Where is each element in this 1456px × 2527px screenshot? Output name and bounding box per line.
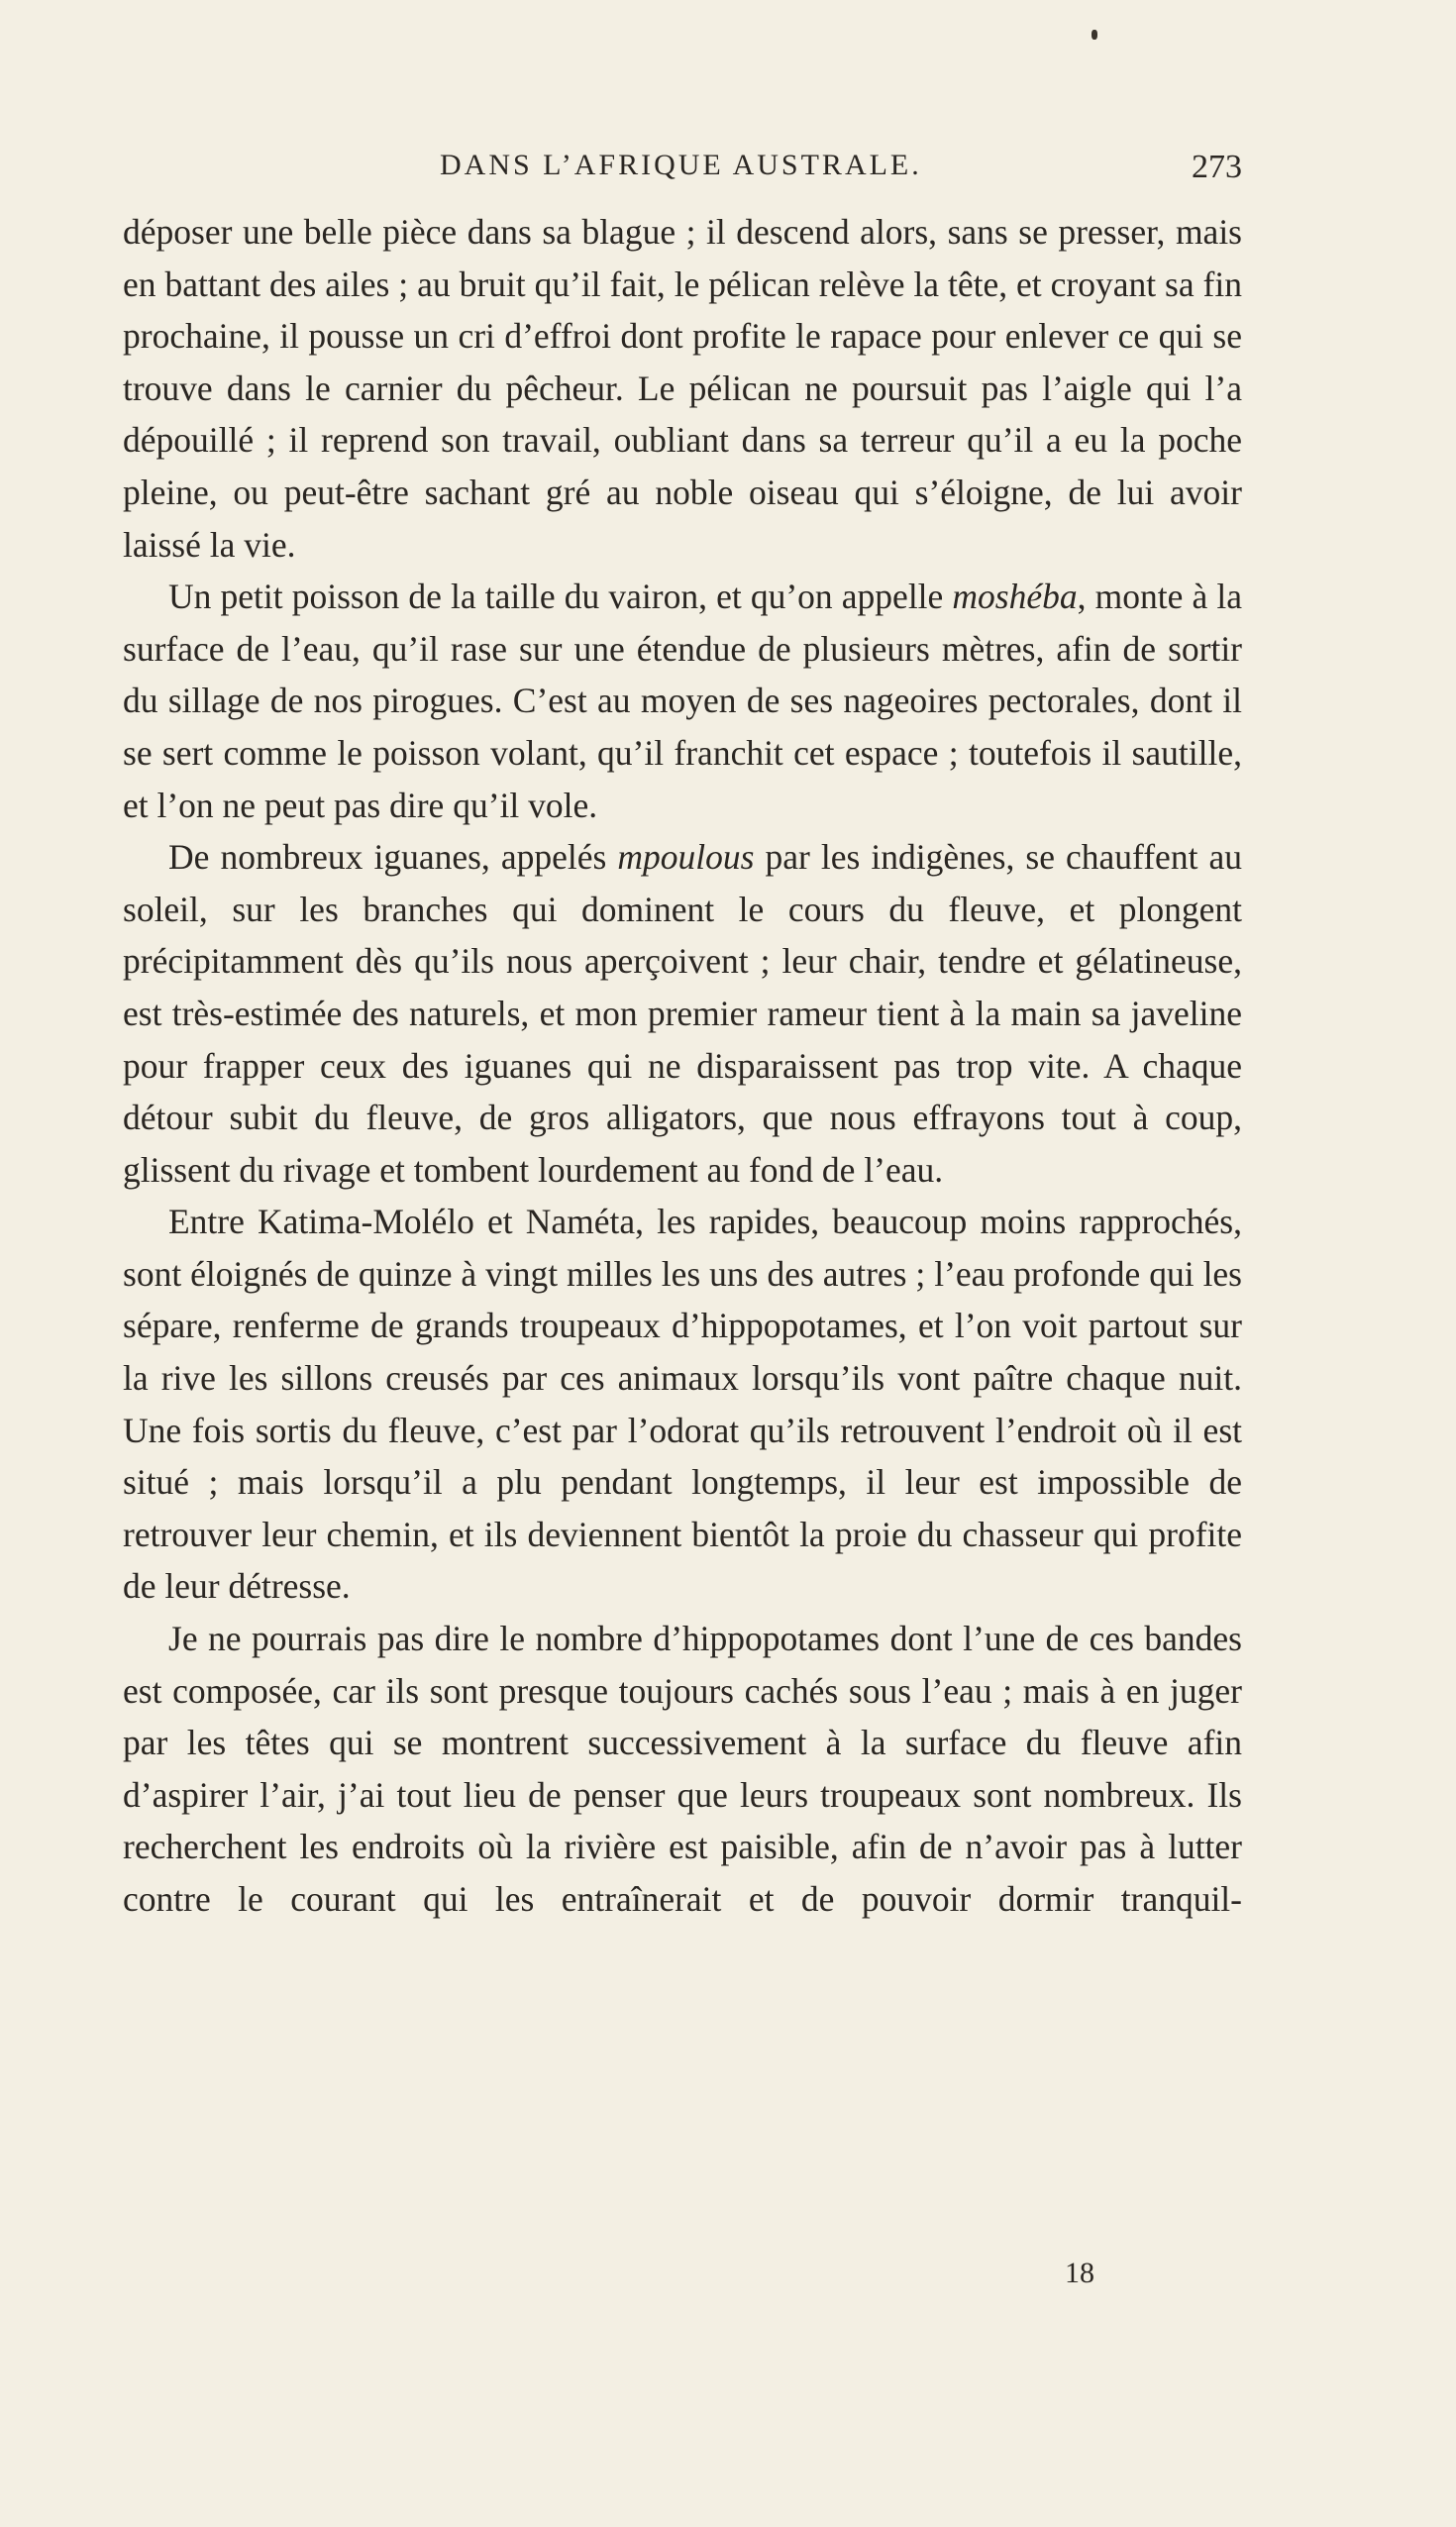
term-mosheba: moshéba <box>952 577 1078 617</box>
paragraph-2-text-a: Un petit poisson de la taille du vairon, et qu’on appelle <box>168 577 953 617</box>
paragraph-1 <box>123 206 1242 571</box>
running-header <box>123 149 1242 192</box>
paragraph-5-text: Je ne pourrais pas dire le nombre d’hippopotames dont l’une de ces bandes est composée, car ils sont presque toujours cachés sous l’eau ; mais à en juger par les têtes qui se montrent successivement à la surface du fleuve afin d’aspirer l’air, j’ai tout lieu de penser que leurs troupeaux sont nombreux. Ils recherchent les endroits où la rivière est paisible, afin de n’avoir pas à lutter contre le courant qui les entraînerait et de pouvoir dormir tranquil- <box>123 1619 1242 1919</box>
ink-speck <box>1092 30 1097 40</box>
signature-mark: 18 <box>1065 2257 1094 2289</box>
paragraph-3-text-a: De nombreux iguanes, appelés <box>168 837 618 878</box>
body-text <box>123 206 1242 1926</box>
term-mpoulous: mpoulous <box>617 837 755 878</box>
paragraph-4-text: Entre Katima-Molélo et Naméta, les rapides, beaucoup moins rapprochés, sont éloignés de quinze à vingt milles les uns des autres ; l’eau profonde qui les sépare, renferme de grands troupeaux d’hippopotames, et l’on voit partout sur la rive les sillons creusés par ces animaux lorsqu’ils vont paître chaque nuit. Une fois sortis du fleuve, c’est par l’odorat qu’ils retrouvent l’endroit où il est situé ; mais lorsqu’il a plu pendant longtemps, il leur est impossible de retrouver leur chemin, et ils deviennent bientôt la proie du chasseur qui profite de leur détresse. <box>123 1202 1242 1607</box>
running-title: DANS L’AFRIQUE AUSTRALE. <box>440 149 922 181</box>
paragraph-5 <box>123 1613 1242 1926</box>
paragraph-3-text-b: par les indigènes, se chauffent au soleil, sur les branches qui dominent le cours du fleuve, et plongent précipitamment dès qu’ils nous aperçoivent ; leur chair, tendre et gélatineuse, est très-estimée des naturels, et mon premier rameur tient à la main sa javeline pour frapper ceux des iguanes qui ne disparaissent pas trop vite. A chaque détour subit du fleuve, de gros alligators, que nous effrayons tout à coup, glissent du rivage et tombent lourdement au fond de l’eau. <box>123 837 1243 1190</box>
paragraph-4 <box>123 1196 1242 1613</box>
paragraph-2-text-b: , monte à la surface de l’eau, qu’il rase sur une étendue de plusieurs mètres, afin de sortir du sillage de nos pirogues. C’est au moyen de ses nageoires pectorales, dont il se sert comme le poisson volant, qu’il franchit cet espace ; toutefois il sautille, et l’on ne peut pas dire qu’il vole. <box>123 577 1242 825</box>
paragraph-3 <box>123 831 1242 1196</box>
page-number: 273 <box>1192 149 1242 185</box>
paragraph-1-text: déposer une belle pièce dans sa blague ; il descend alors, sans se presser, mais en battant des ailes ; au bruit qu’il fait, le pélican relève la tête, et croyant sa fin prochaine, il pousse un cri d’effroi dont profite le rapace pour enlever ce qui se trouve dans le carnier du pêcheur. Le pélican ne poursuit pas l’aigle qui l’a dépouillé ; il reprend son travail, oubliant dans sa terreur qu’il a eu la poche pleine, ou peut-être sachant gré au noble oiseau qui s’éloigne, de lui avoir laissé la vie. <box>123 212 1242 565</box>
paragraph-2 <box>123 571 1242 831</box>
